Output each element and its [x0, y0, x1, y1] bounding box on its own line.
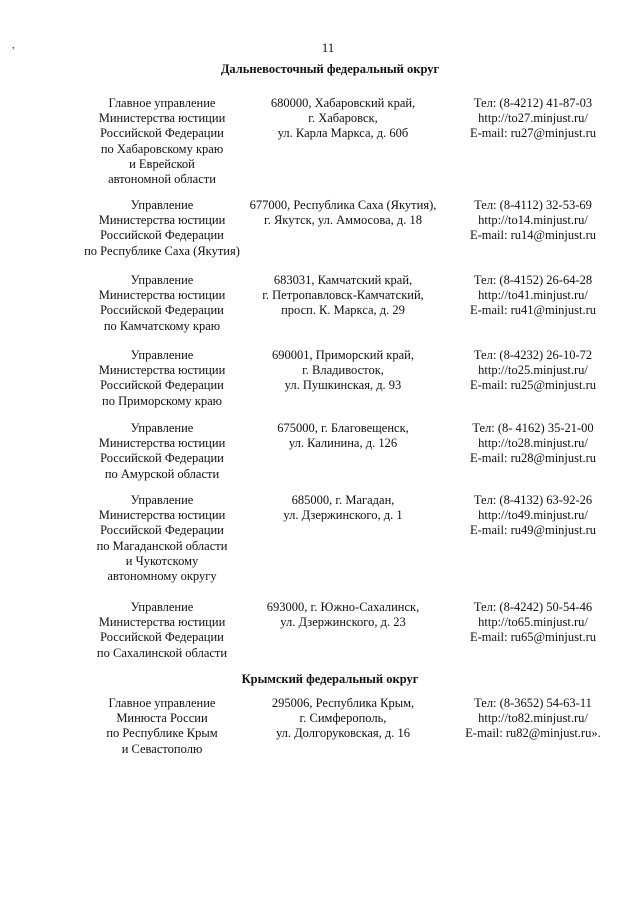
- office-name-line: Управление: [130, 600, 194, 614]
- office-name-line: Министерства юстиции: [98, 436, 226, 451]
- office-address-line: просп. К. Маркса, д. 29: [281, 303, 405, 318]
- office-name-line: Управление: [130, 421, 194, 435]
- office-contacts-line: Тел: (8-4112) 32-53-69: [474, 198, 592, 212]
- office-address-line: г. Хабаровск,: [308, 111, 378, 126]
- office-contacts-line: http://to25.minjust.ru/: [478, 363, 588, 378]
- office-address-line: 685000, г. Магадан,: [291, 493, 395, 507]
- office-contacts-line: http://to41.minjust.ru/: [478, 288, 588, 303]
- office-contacts-line: Тел: (8-4232) 26-10-72: [473, 348, 593, 362]
- office-name-line: Российской Федерации: [100, 303, 224, 318]
- office-name-line: по Приморскому краю: [102, 393, 222, 408]
- office-name-line: Министерства юстиции: [98, 615, 226, 630]
- office-name-line: по Сахалинской области: [96, 645, 228, 660]
- office-address-line: ул. Долгоруковская, д. 16: [275, 726, 411, 741]
- section-title: Дальневосточный федеральный округ: [220, 62, 440, 76]
- office-contacts: [448, 493, 618, 539]
- office-name-line: автономной области: [108, 172, 216, 187]
- office-address-line: 675000, г. Благовещенск,: [277, 421, 409, 435]
- office-address-line: ул. Дзержинского, д. 1: [283, 508, 403, 523]
- office-contacts-line: Тел: (8-4152) 26-64-28: [473, 273, 593, 287]
- office-address-line: г. Симферополь,: [299, 711, 387, 726]
- office-name-line: по Магаданской области: [96, 538, 228, 553]
- office-address-line: 690001, Приморский край,: [272, 348, 414, 362]
- office-name-line: Российской Федерации: [100, 126, 224, 141]
- office-contacts-line: http://to14.minjust.ru/: [478, 213, 588, 228]
- office-name-line: Российской Федерации: [100, 523, 224, 538]
- office-name-line: Управление: [130, 198, 194, 212]
- office-name-line: по Республике Крым: [106, 726, 218, 741]
- office-name: [82, 493, 242, 584]
- office-contacts-line: Тел: (8-4242) 50-54-46: [473, 600, 593, 614]
- office-name-line: и Севастополю: [121, 741, 203, 756]
- office-address-line: г. Якутск, ул. Аммосова, д. 18: [264, 213, 422, 228]
- office-contacts: [448, 600, 618, 646]
- office-address-line: г. Петропавловск-Камчатский,: [262, 288, 424, 303]
- office-contacts-line: Тел: (8-4212) 41-87-03: [473, 96, 593, 110]
- office-contacts-line: http://to28.minjust.ru/: [478, 436, 588, 451]
- office-address-line: 295006, Республика Крым,: [271, 696, 415, 710]
- office-name-line: Управление: [130, 348, 194, 362]
- office-name: [82, 96, 242, 187]
- office-name-line: Российской Федерации: [100, 378, 224, 393]
- office-address: [238, 493, 448, 523]
- office-name-line: Министерства юстиции: [98, 508, 226, 523]
- office-name-line: Главное управление: [108, 96, 216, 110]
- office-name-line: Управление: [130, 273, 194, 287]
- office-address-line: г. Владивосток,: [302, 363, 384, 378]
- office-contacts: [448, 348, 618, 394]
- office-contacts-line: E-mail: ru49@minjust.ru: [469, 523, 597, 538]
- office-name-line: автономному округу: [107, 569, 217, 584]
- office-name-line: по Амурской области: [104, 466, 220, 481]
- office-name-line: Министерства юстиции: [98, 111, 226, 126]
- office-contacts-line: E-mail: ru25@minjust.ru: [469, 378, 597, 393]
- office-contacts: [448, 96, 618, 142]
- office-address: [238, 600, 448, 630]
- office-name: [82, 600, 242, 661]
- office-contacts-line: E-mail: ru28@minjust.ru: [469, 451, 597, 466]
- office-address-line: ул. Калинина, д. 126: [288, 436, 398, 451]
- office-contacts-line: E-mail: ru27@minjust.ru: [469, 126, 597, 141]
- office-name-line: Российской Федерации: [100, 451, 224, 466]
- office-address-line: ул. Карла Маркса, д. 60б: [277, 126, 409, 141]
- section-title: Крымский федеральный округ: [241, 672, 419, 686]
- office-contacts-line: E-mail: ru82@minjust.ru».: [465, 726, 601, 741]
- office-contacts-line: http://to82.minjust.ru/: [478, 711, 588, 726]
- office-contacts-line: Тел: (8-3652) 54-63-11: [474, 696, 592, 710]
- page-number: 11: [321, 40, 335, 55]
- office-name-line: и Еврейской: [129, 156, 195, 171]
- office-contacts-line: Тел: (8- 4162) 35-21-00: [472, 421, 594, 435]
- office-name-line: Управление: [130, 493, 194, 507]
- office-contacts-line: E-mail: ru14@minjust.ru: [469, 228, 597, 243]
- office-address: [238, 273, 448, 319]
- office-name-line: по Хабаровскому краю: [100, 141, 224, 156]
- office-contacts: [448, 421, 618, 467]
- office-name: [82, 421, 242, 482]
- office-name-line: и Чукотскому: [125, 553, 199, 568]
- office-contacts-line: E-mail: ru41@minjust.ru: [469, 303, 597, 318]
- office-name-line: по Республике Саха (Якутия): [84, 243, 240, 258]
- office-address: [238, 348, 448, 394]
- office-name: [82, 348, 242, 409]
- office-address: [238, 96, 448, 142]
- office-name-line: Минюста России: [116, 711, 208, 726]
- office-address-line: 683031, Камчатский край,: [273, 273, 413, 287]
- office-name-line: Министерства юстиции: [98, 288, 226, 303]
- office-contacts-line: http://to65.minjust.ru/: [478, 615, 588, 630]
- office-name-line: Министерства юстиции: [98, 213, 226, 228]
- office-address-line: ул. Пушкинская, д. 93: [284, 378, 402, 393]
- office-name: [82, 198, 242, 259]
- office-name-line: Главное управление: [108, 696, 216, 710]
- office-name-line: Российской Федерации: [100, 630, 224, 645]
- office-contacts: [448, 273, 618, 319]
- office-contacts-line: http://to49.minjust.ru/: [478, 508, 588, 523]
- office-name-line: по Камчатскому краю: [103, 318, 221, 333]
- office-address-line: 680000, Хабаровский край,: [270, 96, 416, 110]
- office-contacts-line: E-mail: ru65@minjust.ru: [469, 630, 597, 645]
- office-name: [82, 696, 242, 757]
- office-name-line: Российской Федерации: [100, 228, 224, 243]
- office-contacts-line: http://to27.minjust.ru/: [478, 111, 588, 126]
- office-address-line: 693000, г. Южно-Сахалинск,: [266, 600, 420, 614]
- scan-mark: ,: [12, 40, 15, 51]
- office-contacts-line: Тел: (8-4132) 63-92-26: [473, 493, 593, 507]
- office-contacts: [448, 198, 618, 244]
- office-address: [238, 421, 448, 451]
- office-address-line: 677000, Республика Саха (Якутия),: [249, 198, 437, 212]
- office-address-line: ул. Дзержинского, д. 23: [280, 615, 406, 630]
- office-address: [238, 696, 448, 742]
- office-name-line: Министерства юстиции: [98, 363, 226, 378]
- office-contacts: [448, 696, 618, 742]
- office-address: [238, 198, 448, 228]
- office-name: [82, 273, 242, 334]
